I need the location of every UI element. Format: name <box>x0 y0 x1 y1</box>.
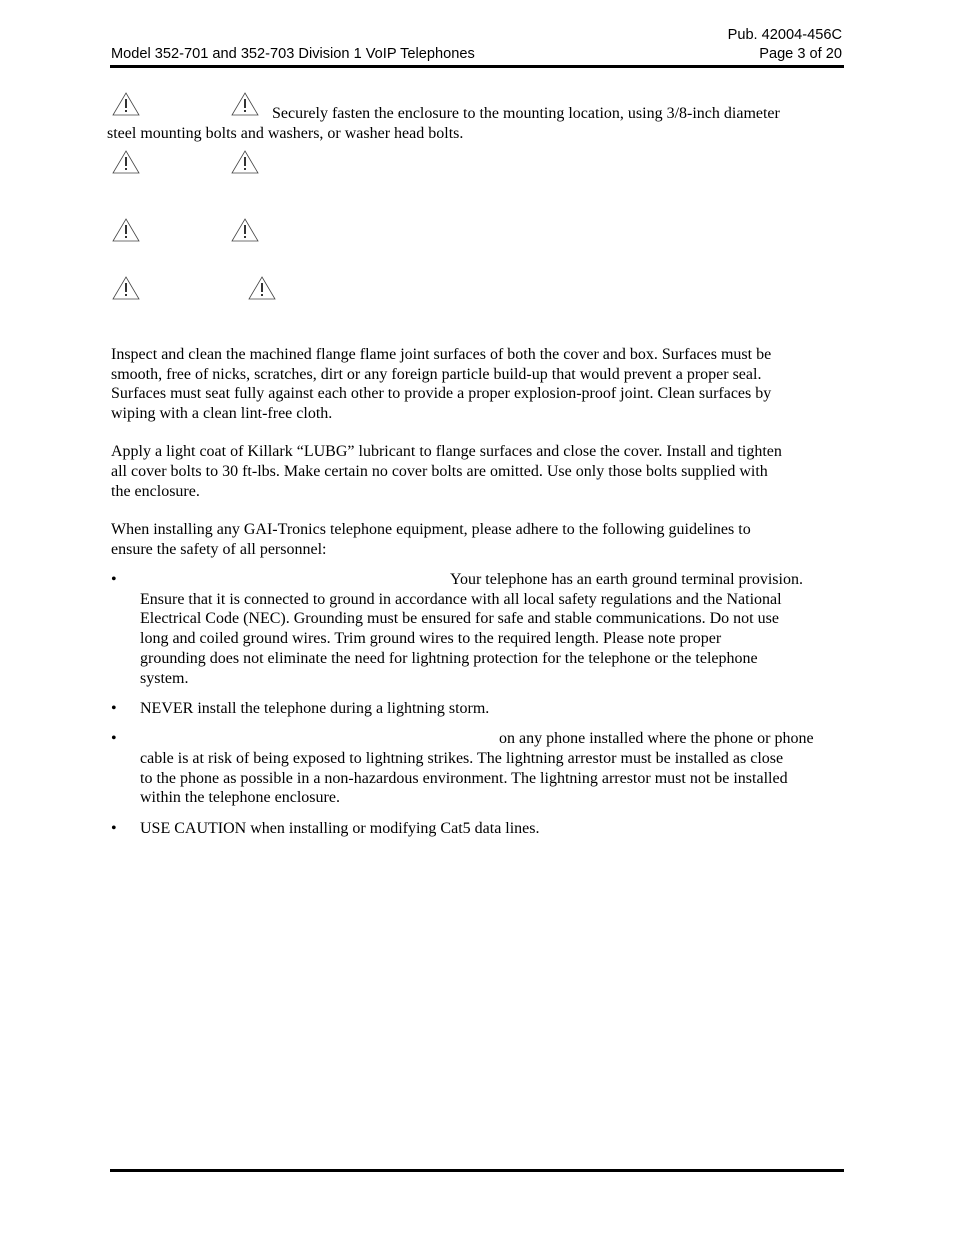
paragraph-line: Inspect and clean the machined flange flame joint surfaces of both the cover and box. Surfaces must be <box>111 346 772 363</box>
footer-rule <box>110 1169 844 1172</box>
warning-triangle-icon <box>247 275 277 301</box>
paragraph-line: Apply a light coat of Killark “LUBG” lubricant to flange surfaces and close the cover. Install and tighten <box>111 443 782 460</box>
bullet-text-line: grounding does not eliminate the need for lightning protection for the telephone or the telephone <box>140 650 758 667</box>
bullet-text-line: Ensure that it is connected to ground in accordance with all local safety regulations and the National <box>140 591 782 608</box>
paragraph-line: wiping with a clean lint-free cloth. <box>111 405 333 422</box>
warning-triangle-icon <box>111 91 141 117</box>
paragraph-line: all cover bolts to 30 ft-lbs. Make certain no cover bolts are omitted. Use only those bolts supplied with <box>111 463 768 480</box>
bullet-text-line: on any phone installed where the phone or phone <box>499 730 814 747</box>
bullet-text-line: system. <box>140 670 189 687</box>
bullet-text-line: to the phone as possible in a non-hazardous environment. The lightning arrestor must not be installed <box>140 770 788 787</box>
bullet-text-line: long and coiled ground wires. Trim ground wires to the required length. Please note proper <box>140 630 722 647</box>
bullet-text-line: cable is at risk of being exposed to lightning strikes. The lightning arrestor must be installed as close <box>140 750 784 767</box>
page-number: Page 3 of 20 <box>759 46 842 62</box>
warning-triangle-icon <box>111 217 141 243</box>
paragraph-line: smooth, free of nicks, scratches, dirt or any foreign particle build-up that would prevent a proper seal. <box>111 366 762 383</box>
bullet-text-line: Electrical Code (NEC). Grounding must be ensured for safe and stable communications. Do not use <box>140 610 779 627</box>
bullet-text-line: USE CAUTION when installing or modifying Cat5 data lines. <box>140 820 540 837</box>
warning-text-line: steel mounting bolts and washers, or washer head bolts. <box>107 125 464 142</box>
paragraph-line: When installing any GAI-Tronics telephone equipment, please adhere to the following guidelines to <box>111 521 751 538</box>
warning-triangle-icon <box>111 149 141 175</box>
paragraph-line: ensure the safety of all personnel: <box>111 541 327 558</box>
warning-triangle-icon <box>230 217 260 243</box>
document-title: Model 352-701 and 352-703 Division 1 VoIP Telephones <box>111 46 475 62</box>
warning-triangle-icon <box>230 91 260 117</box>
warning-triangle-icon <box>111 275 141 301</box>
warning-triangle-icon <box>230 149 260 175</box>
publication-number: Pub. 42004-456C <box>727 27 842 43</box>
bullet-text-line: NEVER install the telephone during a lightning storm. <box>140 700 490 717</box>
bullet-text-line: within the telephone enclosure. <box>140 789 340 806</box>
header-rule <box>110 65 844 68</box>
bullet-icon: • <box>111 700 117 717</box>
bullet-icon: • <box>111 571 117 588</box>
warning-text-line: Securely fasten the enclosure to the mounting location, using 3/8-inch diameter <box>272 105 780 122</box>
paragraph-line: the enclosure. <box>111 483 200 500</box>
bullet-icon: • <box>111 820 117 837</box>
bullet-text-line: Your telephone has an earth ground terminal provision. <box>450 571 803 588</box>
paragraph-line: Surfaces must seat fully against each other to provide a proper explosion-proof joint. Clean surfaces by <box>111 385 772 402</box>
bullet-icon: • <box>111 730 117 747</box>
